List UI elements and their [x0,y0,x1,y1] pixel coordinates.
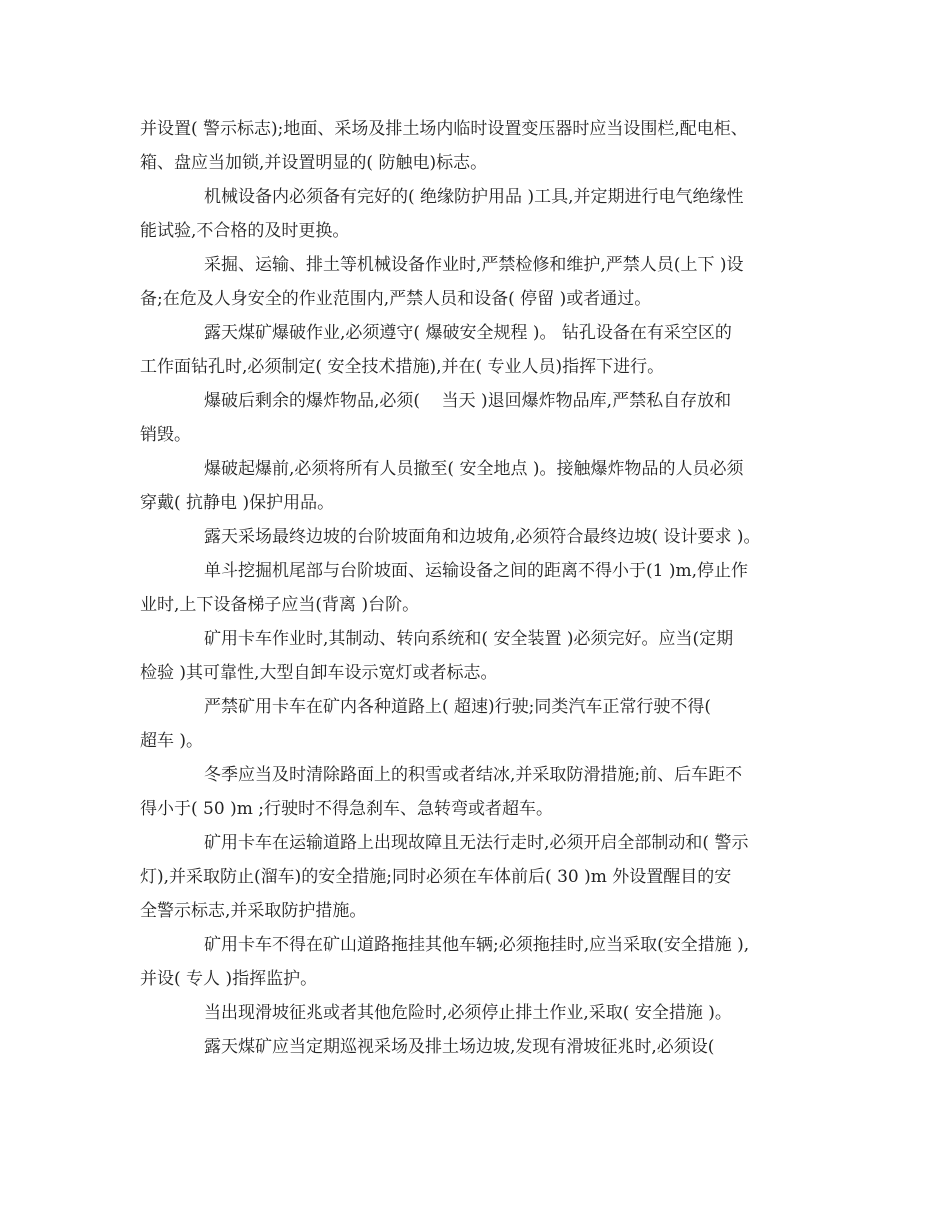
text-line: 销毁。 [140,425,191,445]
text-line: 露天采场最终边坡的台阶坡面角和边坡角,必须符合最终边坡( 设计要求 )。 [204,527,761,547]
text-line: 检验 )其可靠性,大型自卸车设示宽灯或者标志。 [140,663,498,683]
text-line: 机械设备内必须备有完好的( 绝缘防护用品 )工具,并定期进行电气绝缘性 [204,187,744,207]
text-line: 业时,上下设备梯子应当(背离 )台阶。 [140,595,420,615]
text-line: 单斗挖掘机尾部与台阶坡面、运输设备之间的距离不得小于(1 )m,停止作 [204,561,749,581]
text-line: 并设( 专人 )指挥监护。 [140,969,318,989]
text-line: 爆破起爆前,必须将所有人员撤至( 安全地点 )。接触爆炸物品的人员必须 [204,459,744,479]
text-line: 矿用卡车不得在矿山道路拖挂其他车辆;必须拖挂时,应当采取(安全措施 ), [204,935,750,955]
text-line: 当出现滑坡征兆或者其他危险时,必须停止排土作业,采取( 安全措施 )。 [204,1003,732,1023]
text-line: 工作面钻孔时,必须制定( 安全技术措施),并在( 专业人员)指挥下进行。 [140,357,665,377]
text-line: 露天煤矿应当定期巡视采场及排土场边坡,发现有滑坡征兆时,必须设( [204,1037,715,1057]
text-line: 能试验,不合格的及时更换。 [140,221,350,241]
text-line: 全警示标志,并采取防护措施。 [140,901,367,921]
text-line: 严禁矿用卡车在矿内各种道路上( 超速)行驶;同类汽车正常行驶不得( [204,697,712,717]
text-line: 露天煤矿爆破作业,必须遵守( 爆破安全规程 )。 钻孔设备在有采空区的 [204,323,732,343]
text-line: 冬季应当及时清除路面上的积雪或者结冰,并采取防滑措施;前、后车距不 [204,765,743,785]
text-line: 箱、盘应当加锁,并设置明显的( 防触电)标志。 [140,153,488,173]
document-body [140,112,820,1064]
text-line: 采掘、运输、排土等机械设备作业时,严禁检修和维护,严禁人员(上下 )设 [204,255,744,275]
text-line: 爆破后剩余的爆炸物品,必须( 当天 )退回爆炸物品库,严禁私自存放和 [204,391,732,411]
text-line: 备;在危及人身安全的作业范围内,严禁人员和设备( 停留 )或者通过。 [140,289,652,309]
text-line: 得小于( 50 )m ;行驶时不得急刹车、急转弯或者超车。 [140,799,553,819]
text-line: 矿用卡车在运输道路上出现故障且无法行走时,必须开启全部制动和( 警示 [204,833,749,853]
text-line: 灯),并采取防止(溜车)的安全措施;同时必须在车体前后( 30 )m 外设置醒目的安 [140,867,732,887]
text-line: 并设置( 警示标志);地面、采场及排土场内临时设置变压器时应当设围栏,配电柜、 [140,119,748,139]
text-line: 矿用卡车作业时,其制动、转向系统和( 安全装置 )必须完好。应当(定期 [204,629,734,649]
text-line: 穿戴( 抗静电 )保护用品。 [140,493,335,513]
text-line: 超车 )。 [140,731,204,751]
